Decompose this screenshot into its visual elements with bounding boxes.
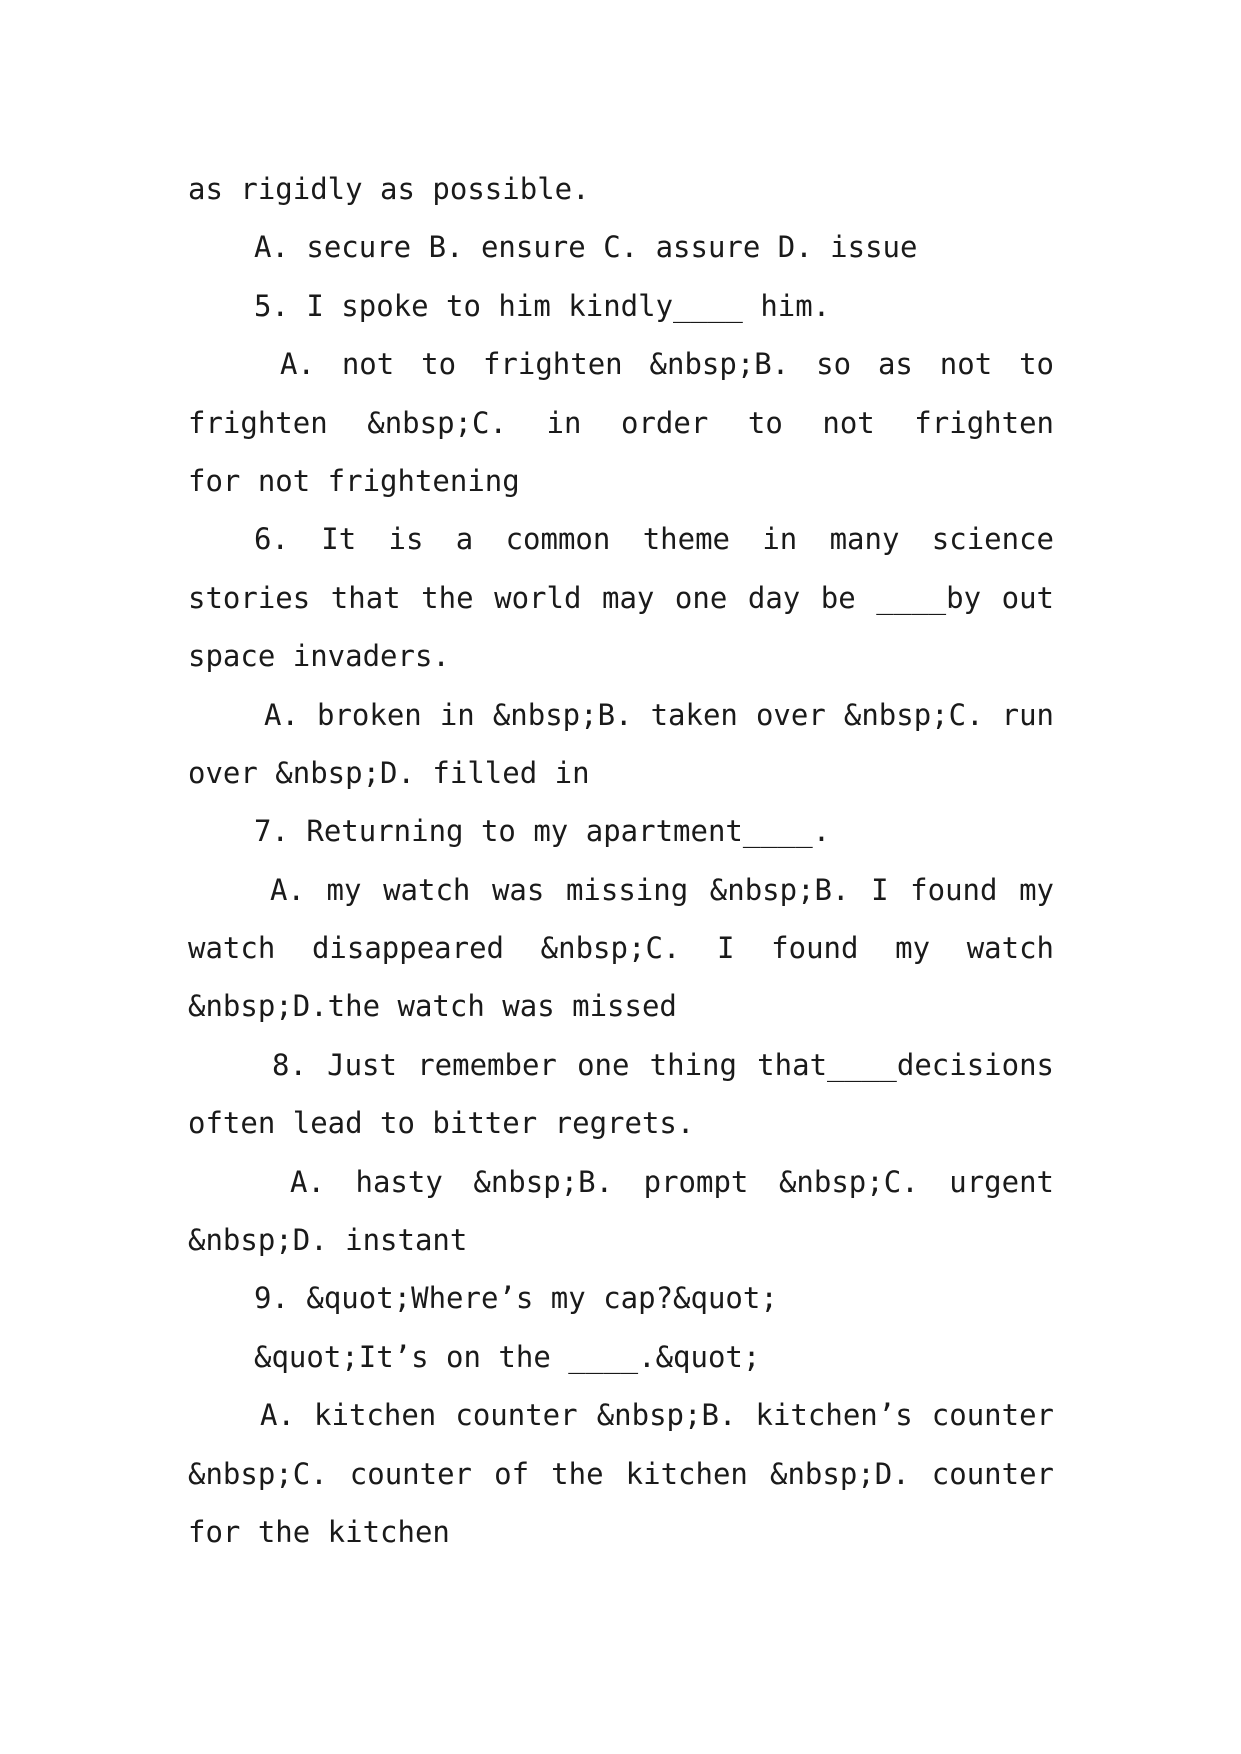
text-line: A. secure B. ensure C. assure D. issue: [254, 230, 918, 265]
text-line: frighten &nbsp;C. in order to not frighten: [188, 405, 1054, 440]
text-line: A. kitchen counter &nbsp;B. kitchen’s counter: [260, 1398, 1054, 1433]
text-line: &nbsp;D.the watch was missed: [188, 989, 677, 1024]
text-line: for the kitchen: [188, 1514, 450, 1549]
text-line: 9. &quot;Where’s my cap?&quot;: [254, 1281, 778, 1316]
text-line: space invaders.: [188, 639, 450, 674]
text-line: often lead to bitter regrets.: [188, 1106, 695, 1141]
text-line: &nbsp;D. instant: [188, 1223, 468, 1258]
text-line: 6. It is a common theme in many science: [254, 522, 1054, 557]
text-line: &quot;It’s on the ____.&quot;: [254, 1339, 761, 1374]
text-line: for not frightening: [188, 463, 520, 498]
text-line: A. broken in &nbsp;B. taken over &nbsp;C. run: [264, 697, 1054, 732]
text-line: 7. Returning to my apartment____.: [254, 814, 831, 849]
text-line: 5. I spoke to him kindly____ him.: [254, 288, 831, 323]
text-line: A. hasty &nbsp;B. prompt &nbsp;C. urgent: [290, 1164, 1054, 1199]
document-body: [188, 160, 1054, 1561]
text-line: watch disappeared &nbsp;C. I found my watch: [188, 931, 1054, 966]
text-line: &nbsp;C. counter of the kitchen &nbsp;D. counter: [188, 1456, 1054, 1491]
text-line: A. not to frighten &nbsp;B. so as not to: [280, 347, 1054, 382]
text-line: over &nbsp;D. filled in: [188, 755, 590, 790]
text-line: as rigidly as possible.: [188, 172, 590, 206]
text-line: stories that the world may one day be ____by out: [188, 580, 1054, 615]
text-line: A. my watch was missing &nbsp;B. I found my: [270, 872, 1054, 907]
text-line: 8. Just remember one thing that____decisions: [272, 1047, 1054, 1082]
